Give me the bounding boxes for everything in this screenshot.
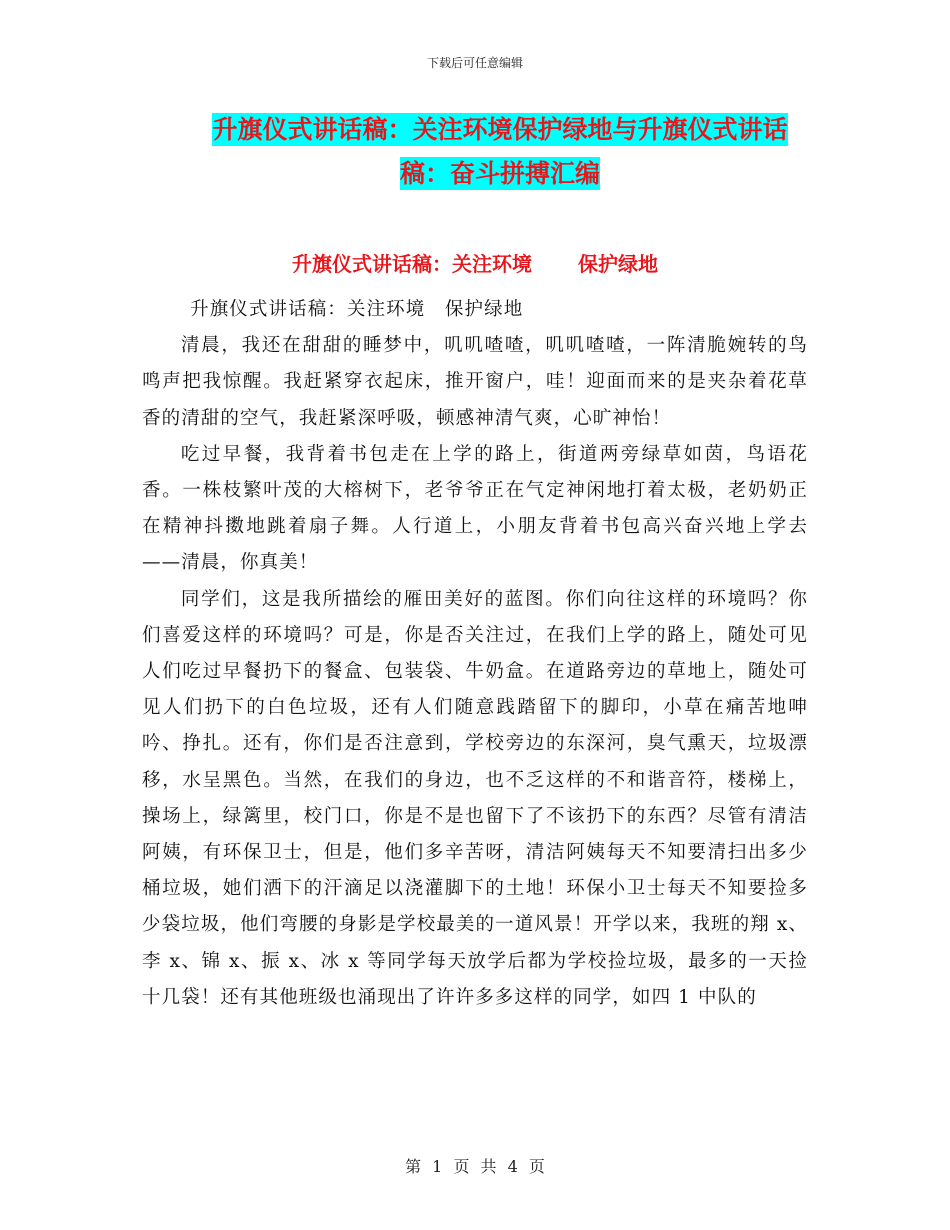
header-note: 下载后可任意编辑	[426, 56, 523, 70]
document-title-line-2: 稿：奋斗拼搏汇编	[399, 159, 600, 188]
document-title-line-1: 升旗仪式讲话稿：关注环境保护绿地与升旗仪式讲话	[212, 115, 788, 144]
article-body	[142, 292, 808, 1016]
section-heading-left: 升旗仪式讲话稿：关注环境	[292, 252, 532, 276]
section-heading	[0, 248, 950, 277]
page-number: 第 1 页 共 4 页	[405, 1157, 545, 1176]
paragraph-1: 清晨，我还在甜甜的睡梦中，叽叽喳喳，叽叽喳喳，一阵清脆婉转的鸟鸣声把我惊醒。我赶紧穿衣起床，推开窗户，哇！迎面而来的是夹杂着花草香的清甜的空气，我赶紧深呼吸，顿感神清气爽，心旷神怡！	[142, 335, 808, 429]
paragraph-3: 同学们，这是我所描绘的雁田美好的蓝图。你们向往这样的环境吗？你们喜爱这样的环境吗？可是，你是否关注过，在我们上学的路上，随处可见人们吃过早餐扔下的餐盒、包装袋、牛奶盒。在道路旁边的草地上，随处可见人们扔下的白色垃圾，还有人们随意践踏留下的脚印，小草在痛苦地呻吟、挣扎。还有，你们是否注意到，学校旁边的东深河，臭气熏天，垃圾漂移，水呈黑色。当然，在我们的身边，也不乏这样的不和谐音符，楼梯上，操场上，绿篱里，校门口，你是不是也留下了不该扔下的东西？尽管有清洁阿姨，有环保卫士，但是，他们多辛苦呀，清洁阿姨每天不知要清扫出多少桶垃圾，她们洒下的汗滴足以浇灌脚下的土地！环保小卫士每天不知要捡多少袋垃圾，他们弯腰的身影是学校最美的一道风景！开学以来，我班的翔 x、李 x、锦 x、振 x、冰 x 等同学每天放学后都为学校捡垃圾，最多的一天捡十几袋！还有其他班级也涌现出了许许多多这样的同学，如四 1 中队的	[142, 588, 808, 1008]
document-title	[190, 108, 810, 196]
paragraph-2: 吃过早餐，我背着书包走在上学的路上，街道两旁绿草如茵，鸟语花香。一株枝繁叶茂的大榕树下，老爷爷正在气定神闲地打着太极，老奶奶正在精神抖擞地跳着扇子舞。人行道上，小朋友背着书包高兴奋兴地上学去——清晨，你真美！	[142, 443, 808, 574]
section-heading-right: 保护绿地	[578, 252, 658, 276]
article-subtitle: 升旗仪式讲话稿：关注环境 保护绿地	[190, 299, 524, 320]
